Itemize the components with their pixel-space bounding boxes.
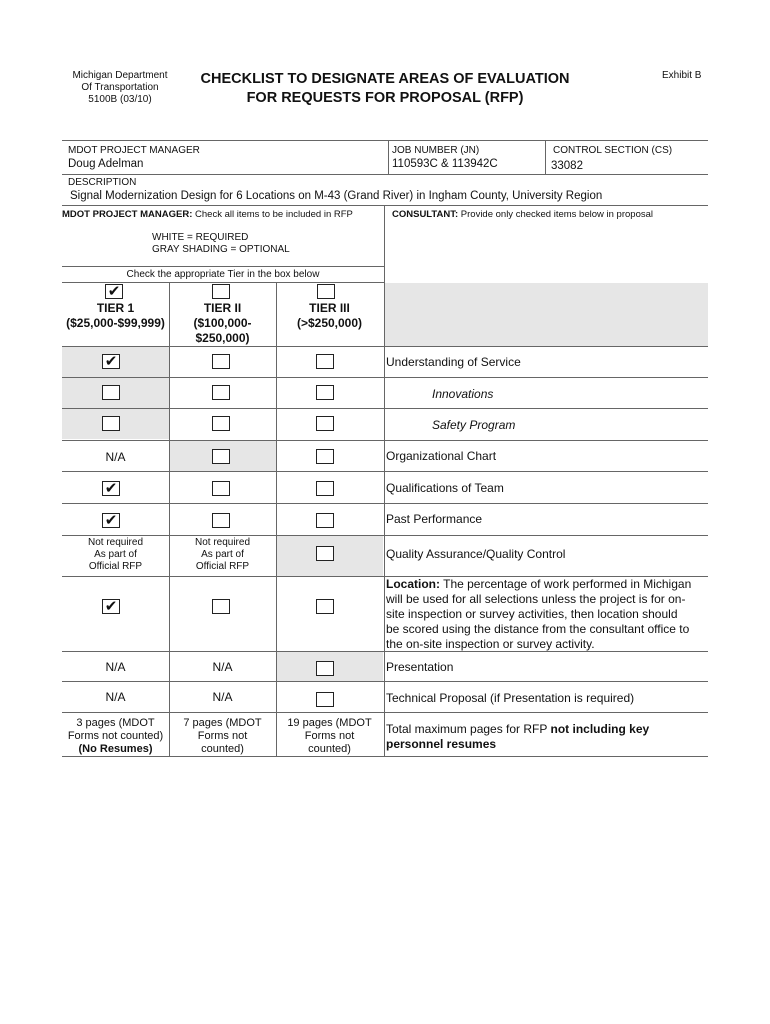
divider [62,266,384,267]
org-chart-tier2-checkbox[interactable] [212,449,230,464]
org-chart-label: Organizational Chart [386,449,497,463]
tier-3-checkbox[interactable] [317,284,335,299]
check-icon: ✔ [104,512,118,529]
form-number: 5100B (03/10) [88,94,152,105]
tier-2-checkbox[interactable] [212,284,230,299]
note-line: Not required [87,537,144,548]
consultant-instruction [392,209,653,220]
qualifications-tier2-checkbox[interactable] [212,481,230,496]
tier-2-header [169,301,276,346]
divider [169,282,170,757]
divider [62,440,708,441]
pages-line: Forms not counted) [67,730,164,742]
department-line-1: Michigan Department [72,70,168,81]
divider [388,140,389,174]
past-performance-tier2-checkbox[interactable] [212,513,230,528]
past-performance-tier1-checkbox[interactable] [102,513,120,528]
pages-line: 19 pages (MDOT [287,717,372,729]
note-line: Official RFP [195,561,250,572]
legend-gray: GRAY SHADING = OPTIONAL [152,244,290,255]
tier-range-cont: $250,000) [195,331,250,345]
pages-label [386,722,708,752]
description-value[interactable]: Signal Modernization Design for 6 Locations on M-43 (Grand River) in Ingham County, University Region [70,190,603,202]
qualifications-tier3-checkbox[interactable] [316,481,334,496]
past-performance-label: Past Performance [386,512,483,526]
pages-bold-line: personnel resumes [386,737,497,751]
note-line: Official RFP [88,561,143,572]
divider [62,174,708,175]
check-icon: ✔ [104,598,118,615]
job-number-label: JOB NUMBER (JN) [392,145,480,156]
check-icon: ✔ [107,283,121,300]
tier-range: ($100,000- [193,316,252,330]
pages-tier2 [169,717,276,756]
optional-shading [385,283,708,346]
location-line: will be used for all selections unless the project is for on- [386,592,686,606]
manager-label: MDOT PROJECT MANAGER [68,145,200,156]
agency-block [62,70,178,106]
pages-line: (No Resumes) [78,743,153,755]
tier-3-header [276,301,383,331]
divider [276,282,277,757]
location-line: The percentage of work performed in Michigan [440,577,692,591]
innovations-tier3-checkbox[interactable] [316,385,334,400]
note-line: Not required [194,537,251,548]
technical-label: Technical Proposal (if Presentation is required) [386,691,635,705]
tier-range: ($25,000-$99,999) [66,316,165,330]
past-performance-tier3-checkbox[interactable] [316,513,334,528]
location-line: the on-site inspection or survey activity. [386,637,595,651]
safety-tier2-checkbox[interactable] [212,416,230,431]
tier-prompt: Check the appropriate Tier in the box below [126,269,320,280]
note-line: As part of [94,549,137,560]
presentation-label: Presentation [386,660,454,674]
divider [62,346,708,347]
pages-line: counted) [308,743,351,755]
pages-line: Forms not [197,730,248,742]
manager-instruction [62,209,353,220]
understanding-label: Understanding of Service [386,355,521,369]
check-icon: ✔ [104,480,118,497]
note-line: As part of [201,549,244,560]
shading-legend [152,232,290,256]
safety-tier3-checkbox[interactable] [316,416,334,431]
tier-range: (>$250,000) [296,316,363,330]
pages-line: 7 pages (MDOT [183,717,262,729]
divider [62,205,708,206]
divider [545,140,546,174]
safety-label: Safety Program [432,418,516,432]
presentation-tier2-na: N/A [212,660,233,674]
divider [62,503,708,504]
innovations-tier2-checkbox[interactable] [212,385,230,400]
qualifications-tier1-checkbox[interactable] [102,481,120,496]
location-line: be scored using the distance from the consultant office to [386,622,690,636]
exhibit-label: Exhibit B [662,70,702,81]
divider [62,756,708,757]
technical-tier2-na: N/A [212,690,233,704]
legend-white: WHITE = REQUIRED [152,232,249,243]
tier-1-checkbox[interactable] [105,284,123,299]
qa-tier2-note [169,537,276,573]
divider [62,377,708,378]
qa-tier3-checkbox[interactable] [316,546,334,561]
qualifications-label: Qualifications of Team [386,481,504,495]
qa-label: Quality Assurance/Quality Control [386,547,566,561]
tier-1-header [62,301,169,331]
pages-line: Forms not [304,730,355,742]
divider [62,140,708,141]
consultant-instruction-text: Provide only checked items below in proposal [458,209,653,220]
manager-instruction-bold: MDOT PROJECT MANAGER: [62,209,193,220]
divider [62,712,708,713]
department-line-2: Of Transportation [81,82,159,93]
org-chart-tier3-checkbox[interactable] [316,449,334,464]
location-label [386,577,708,652]
qa-tier1-note [62,537,169,573]
divider [62,471,708,472]
org-chart-tier1-na: N/A [105,450,126,464]
location-tier3-checkbox[interactable] [316,599,334,614]
control-section-value[interactable]: 33082 [551,160,583,172]
control-section-label: CONTROL SECTION (CS) [553,145,673,156]
location-tier2-checkbox[interactable] [212,599,230,614]
form-title [178,70,592,108]
divider [62,535,708,536]
pages-line: 3 pages (MDOT [76,717,155,729]
tier-name: TIER III [309,301,350,315]
manager-value[interactable]: Doug Adelman [68,158,144,170]
understanding-tier1-checkbox[interactable] [102,354,120,369]
tier-name: TIER 1 [96,301,135,315]
innovations-tier1-checkbox[interactable] [102,385,120,400]
title-line-1: CHECKLIST TO DESIGNATE AREAS OF EVALUATION [200,71,570,87]
title-line-2: FOR REQUESTS FOR PROPOSAL (RFP) [246,90,524,106]
job-number-value[interactable]: 110593C & 113942C [392,158,498,170]
divider [62,408,708,409]
consultant-instruction-bold: CONSULTANT: [392,209,459,220]
location-tier1-checkbox[interactable] [102,599,120,614]
pages-line: counted) [201,743,244,755]
pages-tier1 [62,717,169,756]
technical-tier3-checkbox[interactable] [316,692,334,707]
safety-tier1-checkbox[interactable] [102,416,120,431]
understanding-tier3-checkbox[interactable] [316,354,334,369]
location-line: site inspection or survey activities, then location should [386,607,678,621]
understanding-tier2-checkbox[interactable] [212,354,230,369]
location-bold: Location: [386,577,440,591]
innovations-label: Innovations [432,387,494,401]
manager-instruction-text: Check all items to be included in RFP [192,209,353,220]
divider [62,681,708,682]
presentation-tier1-na: N/A [105,660,126,674]
technical-tier1-na: N/A [105,690,126,704]
tier-name: TIER II [203,301,242,315]
presentation-tier3-checkbox[interactable] [316,661,334,676]
pages-text: Total maximum pages for RFP [386,722,551,736]
pages-tier3 [276,717,383,756]
pages-bold: not including key [550,722,650,736]
check-icon: ✔ [104,353,118,370]
description-label: DESCRIPTION [68,177,137,188]
